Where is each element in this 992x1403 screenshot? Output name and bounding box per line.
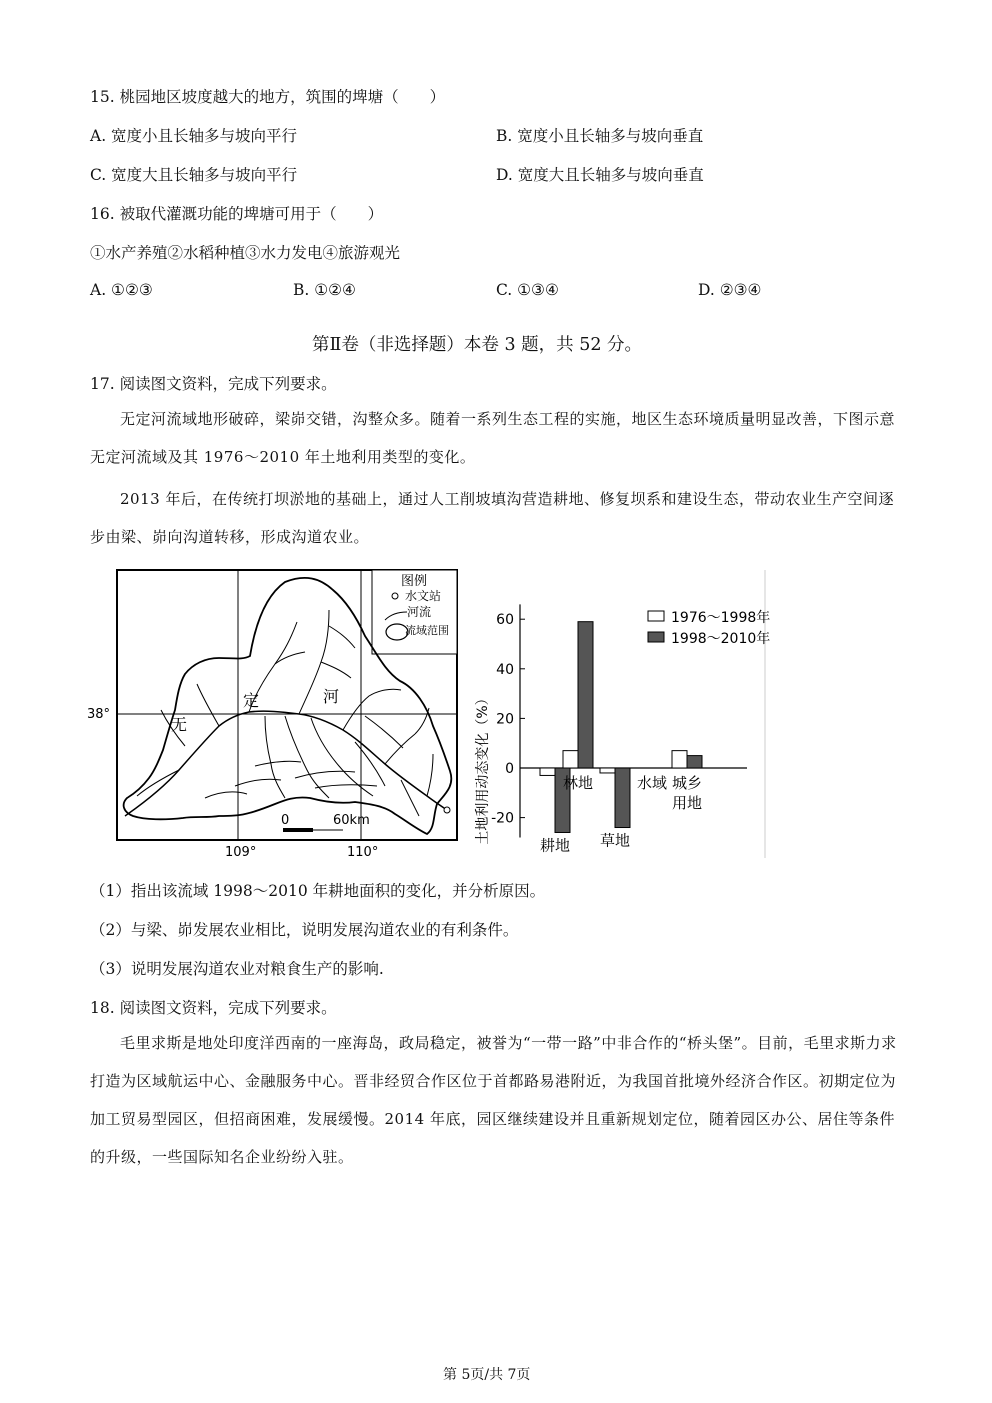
legend-title: 图例 (401, 574, 428, 589)
bar-草地-series-2 (615, 768, 630, 828)
y-axis-label: 土地利用动态变化（%） (475, 691, 491, 845)
river-name-char-3: 河 (323, 687, 340, 706)
basin-map (87, 570, 457, 860)
y-tick-label: 40 (496, 661, 514, 678)
q15-option-a[interactable]: A. 宽度小且长轴多与坡向平行 (90, 127, 298, 145)
bar-耕地-series-1 (540, 768, 555, 775)
q16-option-a[interactable]: A. ①②③ (90, 281, 153, 299)
bar-城乡用地-series-1 (672, 751, 687, 768)
longitude-label-110: 110° (347, 845, 379, 860)
bar-城乡用地-series-2 (687, 756, 702, 768)
q15-option-b[interactable]: B. 宽度小且长轴多与坡向垂直 (496, 127, 704, 145)
page-footer: 第 5页/共 7页 (443, 1367, 531, 1383)
category-label: 水域 (636, 774, 668, 792)
y-tick-label: -20 (491, 810, 514, 827)
legend-label-series-1: 1976～1998年 (671, 610, 771, 626)
scale-bar-block (283, 828, 313, 832)
y-tick-label: 0 (505, 761, 514, 777)
q17-sub-3: （3）说明发展沟道农业对粮食生产的影响. (90, 960, 384, 978)
category-label: 耕地 (539, 836, 571, 855)
q16-items: ①水产养殖②水稻种植③水力发电④旅游观光 (90, 244, 401, 262)
y-tick-label: 20 (496, 711, 514, 728)
q15-option-c[interactable]: C. 宽度大且长轴多与坡向平行 (90, 166, 298, 184)
q17-stem: 17. 阅读图文资料，完成下列要求。 (90, 375, 337, 393)
legend-station-label: 水文站 (405, 589, 442, 603)
legend-swatch-series-2 (648, 632, 664, 642)
q15-stem: 15. 桃园地区坡度越大的地方，筑围的埤塘（ ） (90, 88, 446, 106)
longitude-label-109: 109° (225, 845, 257, 860)
river-name-char-1: 无 (171, 715, 188, 734)
q16-option-c[interactable]: C. ①③④ (496, 281, 559, 299)
hydro-station-marker (444, 807, 450, 813)
bar-草地-series-1 (600, 768, 615, 773)
section-title: 第Ⅱ卷（非选择题）本卷 3 题，共 52 分。 (312, 335, 643, 355)
q16-option-d[interactable]: D. ②③④ (698, 281, 762, 299)
legend-basin-label: 流域范围 (405, 624, 449, 637)
legend-label-series-2: 1998～2010年 (671, 631, 771, 647)
bar-林地-series-1 (563, 751, 578, 768)
bar-林地-series-2 (578, 622, 593, 768)
q18-paragraph: 毛里求斯是地处印度洋西南的一座海岛，政局稳定，被誉为“一带一路”中非合作的“桥头堡”。目前，毛里求斯力求打造为区域航运中心、金融服务中心。晋非经贸合作区位于首都路易港附近，为我国首批境外经济合作区。初期定位为加工贸易型园区，但招商困难，发展缓慢。2014 年底，园区继续建设并且重新规划定位，随着园区办公、居住等条件的升级，一些国际知名企业纷纷入驻。 (90, 1034, 897, 1166)
legend-river-label: 河流 (407, 605, 432, 619)
q15-option-d[interactable]: D. 宽度大且长轴多与坡向垂直 (496, 166, 704, 184)
q16-stem: 16. 被取代灌溉功能的埤塘可用于（ ） (90, 205, 384, 223)
q17-paragraph-2: 2013 年后，在传统打坝淤地的基础上，通过人工削坡填沟营造耕地、修复坝系和建设生态，带动农业生产空间逐步由梁、峁向沟道转移，形成沟道农业。 (90, 490, 894, 546)
legend-station-icon (392, 593, 398, 599)
q17-sub-1: （1）指出该流域 1998～2010 年耕地面积的变化，并分析原因。 (90, 882, 546, 900)
q16-option-b[interactable]: B. ①②④ (293, 281, 356, 299)
river-name-char-2: 定 (243, 691, 260, 710)
category-label: 林地 (562, 774, 594, 792)
q17-paragraph-1: 无定河流域地形破碎，梁峁交错，沟整众多。随着一系列生态工程的实施，地区生态环境质量明显改善，下图示意无定河流域及其 1976～2010 年土地利用类型的变化。 (90, 410, 896, 466)
q18-stem: 18. 阅读图文资料，完成下列要求。 (90, 999, 337, 1017)
q17-sub-2: （2）与梁、峁发展农业相比，说明发展沟道农业的有利条件。 (90, 921, 519, 939)
category-label: 草地 (599, 831, 631, 850)
scale-label-0: 0 (281, 813, 290, 828)
category-label-line-2: 用地 (671, 794, 703, 812)
figure (87, 566, 775, 864)
latitude-label: 38° (87, 707, 111, 722)
category-label: 城乡 (671, 774, 703, 792)
land-use-chart (474, 570, 770, 858)
y-tick-label: 60 (496, 612, 514, 629)
scale-label-60: 60km (333, 813, 370, 828)
legend-swatch-series-1 (648, 611, 664, 621)
